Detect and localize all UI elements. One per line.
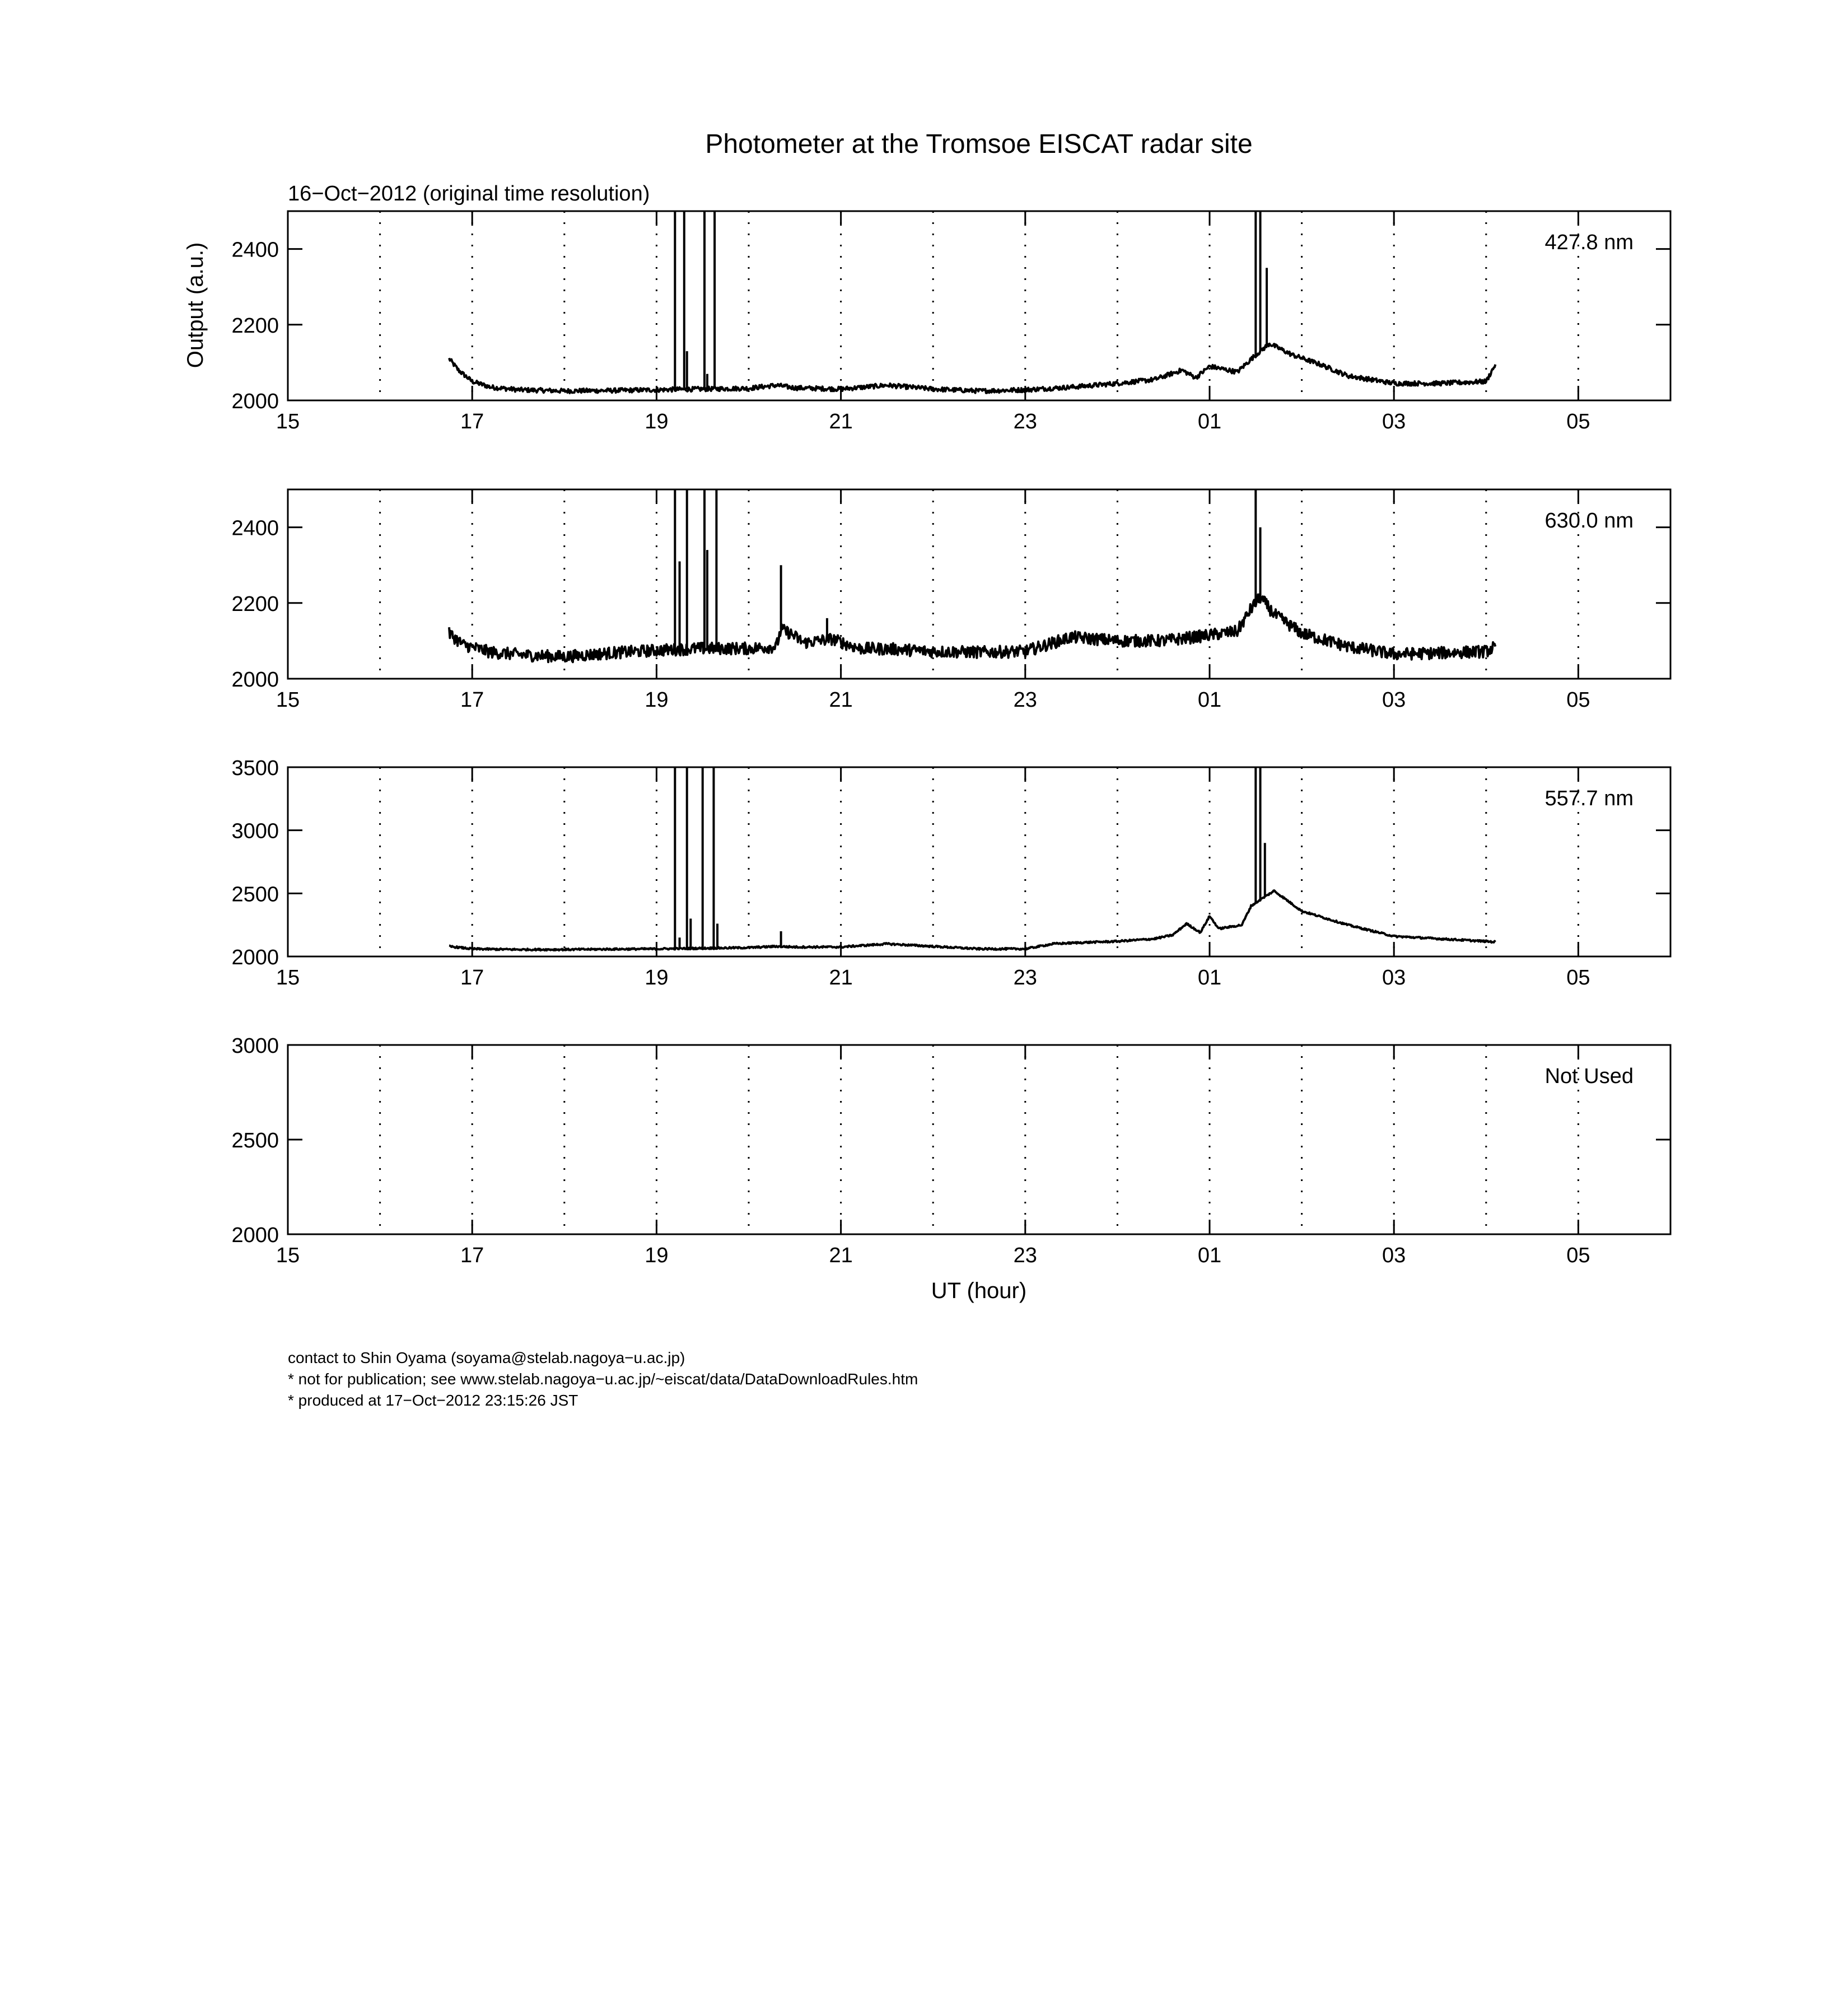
footer-publication-note: * not for publication; see www.stelab.nagoya−u.ac.jp/~eiscat/data/DataDownloadRules.htm xyxy=(288,1370,918,1388)
x-tick-label: 03 xyxy=(1382,966,1406,990)
y-tick-label: 3500 xyxy=(231,757,279,780)
channel-label: 427.8 nm xyxy=(1544,231,1634,254)
x-tick-label: 21 xyxy=(829,1244,853,1267)
channel-label: 630.0 nm xyxy=(1544,509,1634,533)
x-tick-label: 15 xyxy=(276,966,300,990)
y-tick-label: 2200 xyxy=(231,314,279,338)
y-tick-label: 2400 xyxy=(231,238,279,262)
chart-title: Photometer at the Tromsoe EISCAT radar site xyxy=(705,129,1253,159)
x-tick-label: 05 xyxy=(1566,410,1590,433)
footer-contact: contact to Shin Oyama (soyama@stelab.nagoya−u.ac.jp) xyxy=(288,1349,685,1366)
axes-frame xyxy=(288,211,1670,400)
x-tick-label: 15 xyxy=(276,1244,300,1267)
x-tick-label: 19 xyxy=(645,966,669,990)
panel-2 xyxy=(231,489,1670,712)
x-tick-label: 17 xyxy=(460,410,484,433)
y-tick-label: 2200 xyxy=(231,592,279,616)
x-tick-label: 03 xyxy=(1382,1244,1406,1267)
y-tick-label: 2000 xyxy=(231,668,279,692)
series-line xyxy=(449,594,1495,662)
channel-label: 557.7 nm xyxy=(1544,787,1634,810)
chart-subtitle: 16−Oct−2012 (original time resolution) xyxy=(288,182,650,206)
x-tick-label: 05 xyxy=(1566,1244,1590,1267)
y-tick-label: 2500 xyxy=(231,883,279,907)
x-tick-label: 01 xyxy=(1197,410,1222,433)
x-tick-label: 05 xyxy=(1566,966,1590,990)
x-tick-label: 17 xyxy=(460,688,484,712)
x-tick-label: 17 xyxy=(460,966,484,990)
panel-3 xyxy=(231,757,1670,990)
x-tick-label: 03 xyxy=(1382,410,1406,433)
x-tick-label: 15 xyxy=(276,688,300,712)
x-tick-label: 17 xyxy=(460,1244,484,1267)
y-tick-label: 2000 xyxy=(231,390,279,413)
axes-frame xyxy=(288,767,1670,956)
x-tick-label: 03 xyxy=(1382,688,1406,712)
x-axis-label: UT (hour) xyxy=(931,1278,1027,1303)
footer-produced: * produced at 17−Oct−2012 23:15:26 JST xyxy=(288,1392,578,1409)
y-tick-label: 3000 xyxy=(231,819,279,843)
y-axis-label: Output (a.u.) xyxy=(183,242,208,368)
x-tick-label: 19 xyxy=(645,410,669,433)
x-tick-label: 21 xyxy=(829,688,853,712)
y-tick-label: 2400 xyxy=(231,516,279,540)
y-tick-label: 2000 xyxy=(231,1224,279,1247)
x-tick-label: 23 xyxy=(1013,966,1037,990)
x-tick-label: 23 xyxy=(1013,410,1037,433)
x-tick-label: 21 xyxy=(829,966,853,990)
x-tick-label: 05 xyxy=(1566,688,1590,712)
x-tick-label: 21 xyxy=(829,410,853,433)
x-tick-label: 19 xyxy=(645,1244,669,1267)
series-line xyxy=(449,890,1495,950)
channel-label: Not Used xyxy=(1544,1065,1634,1088)
axes-frame xyxy=(288,1045,1670,1234)
y-tick-label: 3000 xyxy=(231,1034,279,1058)
series-line xyxy=(449,344,1495,393)
x-tick-label: 15 xyxy=(276,410,300,433)
panel-1 xyxy=(231,211,1670,433)
y-tick-label: 2500 xyxy=(231,1129,279,1152)
y-tick-label: 2000 xyxy=(231,946,279,969)
x-tick-label: 23 xyxy=(1013,1244,1037,1267)
x-tick-label: 01 xyxy=(1197,966,1222,990)
panel-4 xyxy=(231,1034,1670,1267)
x-tick-label: 23 xyxy=(1013,688,1037,712)
panels-group xyxy=(231,211,1670,1267)
x-tick-label: 01 xyxy=(1197,1244,1222,1267)
x-tick-label: 01 xyxy=(1197,688,1222,712)
x-tick-label: 19 xyxy=(645,688,669,712)
